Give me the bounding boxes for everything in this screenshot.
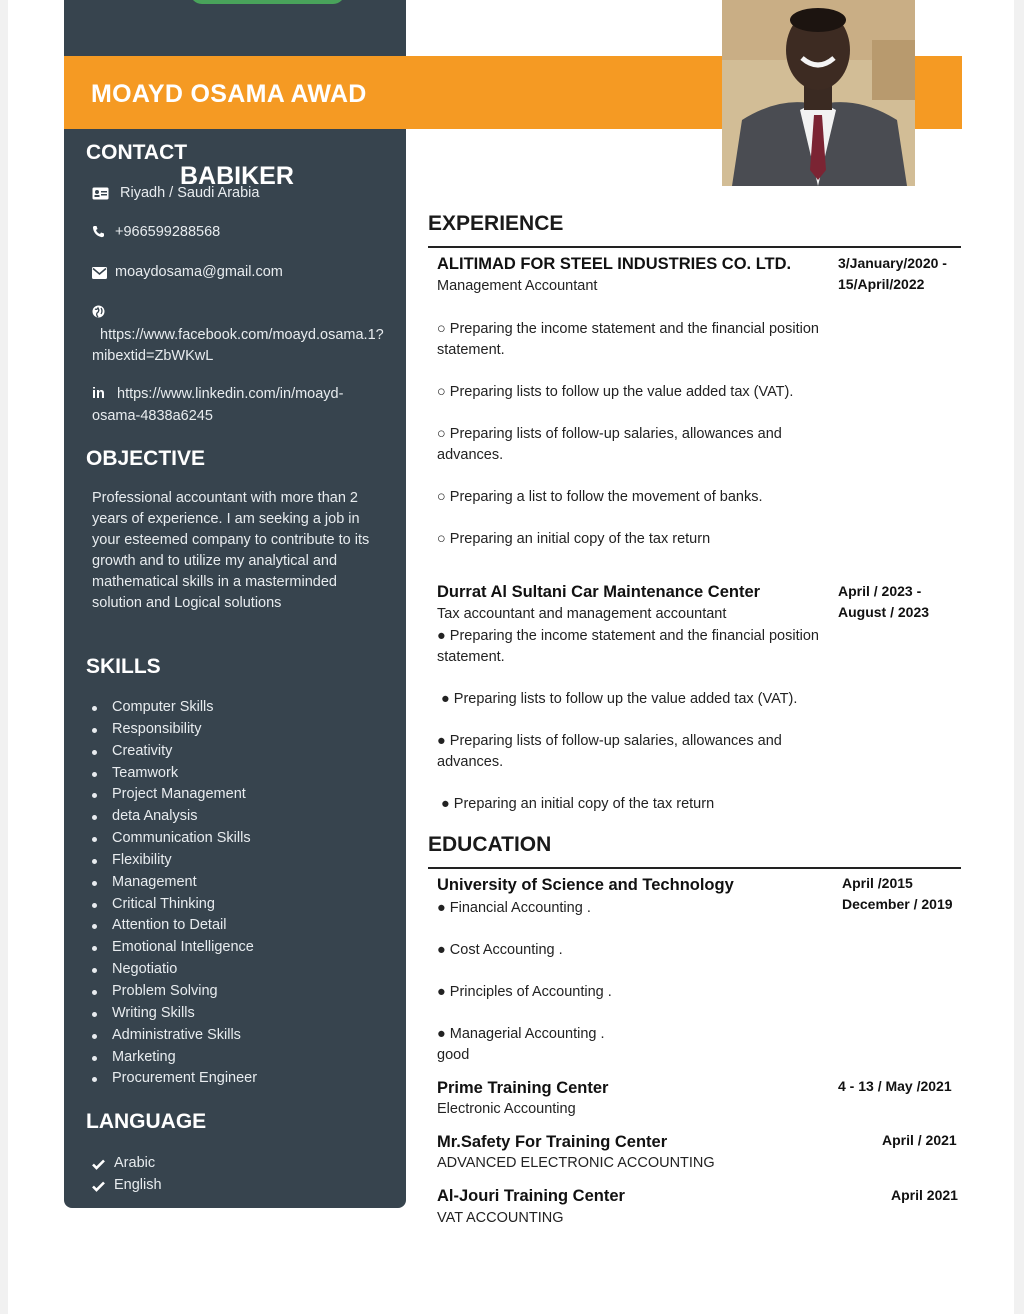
job-date-end: August / 2023 [838,604,930,620]
contact-facebook-line1[interactable]: https://www.facebook.com/moayd.osama.1? [100,327,384,343]
skill-item: Critical Thinking [92,894,257,916]
course-item: ● Cost Accounting . [437,942,563,958]
skill-item: Communication Skills [92,828,257,850]
job-role: Tax accountant and management accountant [437,606,727,622]
profile-photo [722,0,915,186]
training-name: Prime Training Center [437,1079,609,1097]
skill-item: Problem Solving [92,981,257,1003]
skill-item: Attention to Detail [92,915,257,937]
check-icon [92,1157,105,1175]
contact-linkedin-line1[interactable]: https://www.linkedin.com/in/moayd- [117,386,344,402]
address-card-icon [92,187,109,205]
skill-item: Negotiatio [92,959,257,981]
skill-item: Emotional Intelligence [92,937,257,959]
course-item: ● Financial Accounting . [437,900,591,916]
phone-icon [92,225,105,243]
skill-item: Creativity [92,741,257,763]
skill-item: Responsibility [92,719,257,741]
objective-text: Professional accountant with more than 2 years of experience. I am seeking a job in your esteemed company to contribute to its growth and to utilize my analytical and mathematical skills in a masterminded solution and Logical solutions [92,490,370,611]
contact-heading: CONTACT [86,141,188,164]
skill-item: Teamwork [92,763,257,785]
contact-facebook-line2[interactable]: mibextid=ZbWKwL [92,348,214,364]
job-bullet: ○ Preparing lists to follow up the value added tax (VAT). [437,384,794,400]
section-divider [428,246,961,248]
skill-item: Computer Skills [92,697,257,719]
linkedin-icon: in [92,386,105,402]
contact-location: Riyadh / Saudi Arabia [120,185,260,201]
skills-heading: SKILLS [86,655,161,678]
job-bullet: ● Preparing lists to follow up the value added tax (VAT). [441,691,798,707]
university-date-start: April /2015 [842,875,913,891]
skill-item: deta Analysis [92,806,257,828]
contact-email[interactable]: moaydosama@gmail.com [115,264,283,280]
check-icon [92,1179,105,1197]
person-name-continued: BABIKER [180,162,294,190]
education-heading: EDUCATION [428,833,552,856]
skill-item: Writing Skills [92,1003,257,1025]
job-bullet: ● Preparing an initial copy of the tax return [441,796,715,812]
section-divider [428,867,961,869]
objective-heading: OBJECTIVE [86,447,206,470]
job-bullet: ● Preparing the income statement and the financial position statement. [437,628,819,665]
skill-item: Management [92,872,257,894]
university-date-end: December / 2019 [842,896,953,912]
globe-icon [92,305,105,323]
training-name: Mr.Safety For Training Center [437,1133,668,1151]
skill-item: Marketing [92,1047,257,1069]
contact-linkedin-line2[interactable]: osama-4838a6245 [92,408,213,424]
job-bullet: ○ Preparing the income statement and the financial position statement. [437,321,819,358]
skill-item: Administrative Skills [92,1025,257,1047]
job-date-start: April / 2023 - [838,583,922,599]
skill-item: Project Management [92,784,257,806]
person-name: MOAYD OSAMA AWAD [91,80,367,108]
green-tab-decoration [190,0,345,4]
course-item: ● Principles of Accounting . [437,984,612,1000]
training-subject: ADVANCED ELECTRONIC ACCOUNTING [437,1155,715,1171]
envelope-icon [92,266,107,284]
job-date-end: 15/April/2022 [838,276,925,292]
experience-heading: EXPERIENCE [428,212,564,235]
job-bullet: ○ Preparing lists of follow-up salaries, allowances and advances. [437,426,782,463]
course-item: ● Managerial Accounting . [437,1026,605,1042]
language-item: Arabic [114,1155,156,1171]
training-date: 4 - 13 / May /2021 [838,1078,952,1094]
language-item: English [114,1177,162,1193]
training-date: April 2021 [891,1187,958,1203]
job-bullet: ○ Preparing a list to follow the movement of banks. [437,489,763,505]
job-date-start: 3/January/2020 - [838,255,947,271]
job-company: Durrat Al Sultani Car Maintenance Center [437,583,761,601]
training-date: April / 2021 [882,1132,957,1148]
training-name: Al-Jouri Training Center [437,1187,625,1205]
skills-list [92,697,257,1090]
job-role: Management Accountant [437,278,598,294]
university-grade: good [437,1047,470,1063]
training-subject: VAT ACCOUNTING [437,1210,564,1226]
contact-phone[interactable]: +966599288568 [115,224,221,240]
skill-item: Flexibility [92,850,257,872]
job-company: ALITIMAD FOR STEEL INDUSTRIES CO. LTD. [437,255,792,273]
university-name: University of Science and Technology [437,876,734,894]
skill-item: Procurement Engineer [92,1068,257,1090]
language-heading: LANGUAGE [86,1110,207,1133]
job-bullet: ● Preparing lists of follow-up salaries, allowances and advances. [437,733,782,770]
training-subject: Electronic Accounting [437,1101,576,1117]
job-bullet: ○ Preparing an initial copy of the tax return [437,531,711,547]
